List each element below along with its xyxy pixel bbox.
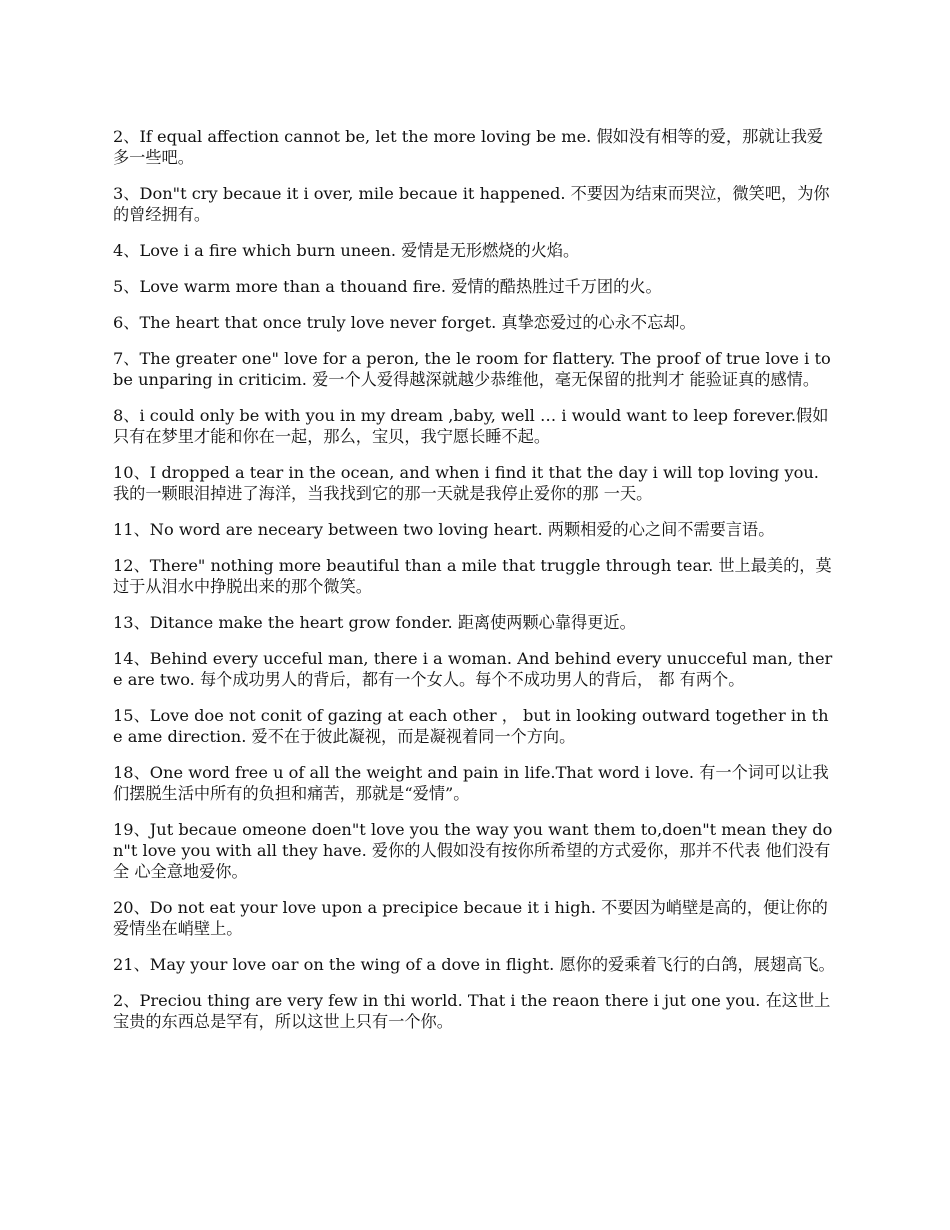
paragraph-4: 5、Love warm more than a thouand fire. 爱情的酷热胜过千万团的火。 [113,277,662,296]
paragraph-15: 19、Jut becaue omeone doen"t love you the way you want them to,doen"t mean they don"t love you with all they have. 爱你的人假如没有按你所希望的方式爱你，那并不代表 他们没有全 心全意地爱你。 [113,820,833,881]
paragraph-14: 18、One word free u of all the weight and pain in life.That word i love. 有一个词可以让我们摆脱生活中所有的负担和痛苦，那就是“爱情”。 [113,763,829,803]
paragraph-7: 8、i could only be with you in my dream ,baby, well … i would want to leep forever.假如只有在梦里才能和你在一起，那么，宝贝，我宁愿长睡不起。 [113,406,829,446]
paragraph-9: 11、No word are neceary between two loving heart. 两颗相爱的心之间不需要言语。 [113,520,775,539]
paragraph-10: 12、There" nothing more beautiful than a mile that truggle through tear. 世上最美的，莫过于从泪水中挣脱出来的那个微笑。 [113,556,832,596]
paragraph-12: 14、Behind every ucceful man, there i a woman. And behind every unucceful man, there are two. 每个成功男人的背后，都有一个女人。每个不成功男人的背后， 都 有两个。 [113,649,833,689]
paragraph-3: 4、Love i a fire which burn uneen. 爱情是无形燃烧的火焰。 [113,241,580,260]
paragraph-13: 15、Love doe not conit of gazing at each other ， but in looking outward together in the ame direction. 爱不在于彼此凝视，而是凝视着同一个方向。 [113,706,829,746]
paragraph-6: 7、The greater one" love for a peron, the le room for flattery. The proof of true love i to be unparing in criticim. 爱一个人爱得越深就越少恭维他，毫无保留的批判才 能验证真的感情。 [113,349,831,389]
document-body [113,126,837,1047]
paragraph-1: 2、If equal affection cannot be, let the more loving be me. 假如没有相等的爱，那就让我爱多一些吧。 [113,127,824,167]
paragraph-5: 6、The heart that once truly love never forget. 真挚恋爱过的心永不忘却。 [113,313,696,332]
paragraph-18: 2、Preciou thing are very few in thi world. That i the reaon there i jut one you. 在这世上宝贵的东西总是罕有，所以这世上只有一个你。 [113,991,831,1031]
paragraph-11: 13、Ditance make the heart grow fonder. 距离使两颗心靠得更近。 [113,613,636,632]
paragraph-16: 20、Do not eat your love upon a precipice becaue it i high. 不要因为峭壁是高的，便让你的爱情坐在峭壁上。 [113,898,828,938]
paragraph-17: 21、May your love oar on the wing of a dove in flight. 愿你的爱乘着飞行的白鸽，展翅高飞。 [113,955,835,974]
paragraph-2: 3、Don"t cry becaue it i over, mile becaue it happened. 不要因为结束而哭泣，微笑吧，为你的曾经拥有。 [113,184,830,224]
paragraph-8: 10、I dropped a tear in the ocean, and when i find it that the day i will top loving you. 我的一颗眼泪掉进了海洋，当我找到它的那一天就是我停止爱你的那 一天。 [113,463,819,503]
